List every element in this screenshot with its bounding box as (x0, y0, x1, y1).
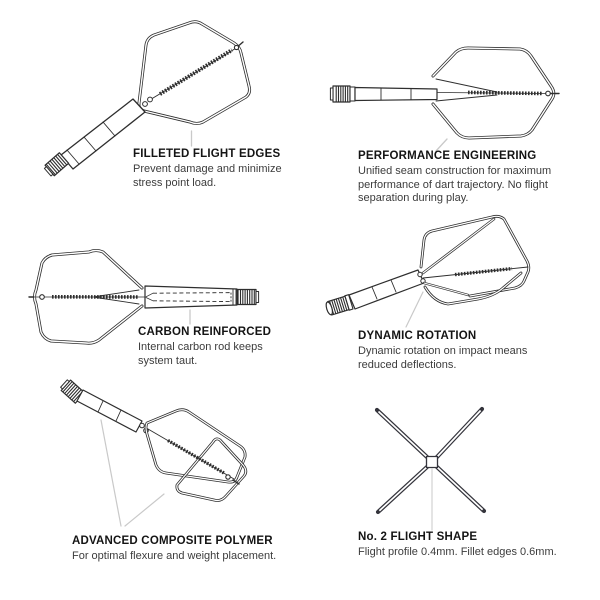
feature-description: Prevent damage and minimize stress point load. (133, 163, 282, 189)
feature-dynamic-rotation (358, 330, 548, 372)
feature-description: Unified seam construction for maximum performance of dart trajectory. No flight separation during play. (358, 165, 552, 204)
feature-title: DYNAMIC ROTATION (358, 330, 477, 342)
feature-description: For optimal flexure and weight placement. (72, 550, 277, 562)
leader-line (125, 494, 164, 526)
feature-title: ADVANCED COMPOSITE POLYMER (72, 535, 273, 547)
dart-angled-flight-perspective-icon (325, 216, 529, 327)
flight-cross-section-x-icon (377, 409, 484, 530)
feature-no-2-flight-shape (358, 531, 588, 560)
leader-line (406, 292, 423, 327)
dart-horizontal-flight-right-icon (330, 48, 559, 151)
leader-line (101, 420, 121, 526)
feature-carbon-reinforced (138, 326, 288, 368)
feature-description: Dynamic rotation on impact means reduced deflections. (358, 345, 528, 371)
feature-description: Internal carbon rod keeps system taut. (138, 341, 263, 367)
feature-description: Flight profile 0.4mm. Fillet edges 0.6mm. (358, 546, 557, 558)
feature-title: FILLETED FLIGHT EDGES (133, 148, 281, 160)
feature-title: PERFORMANCE ENGINEERING (358, 150, 537, 162)
feature-filleted-flight-edges (133, 148, 288, 190)
dart-angled-down-flight-perspective-icon (59, 378, 246, 526)
feature-advanced-composite-polymer (72, 535, 332, 564)
feature-title: CARBON REINFORCED (138, 326, 272, 338)
feature-performance-engineering (358, 150, 572, 206)
feature-title: No. 2 FLIGHT SHAPE (358, 531, 478, 543)
